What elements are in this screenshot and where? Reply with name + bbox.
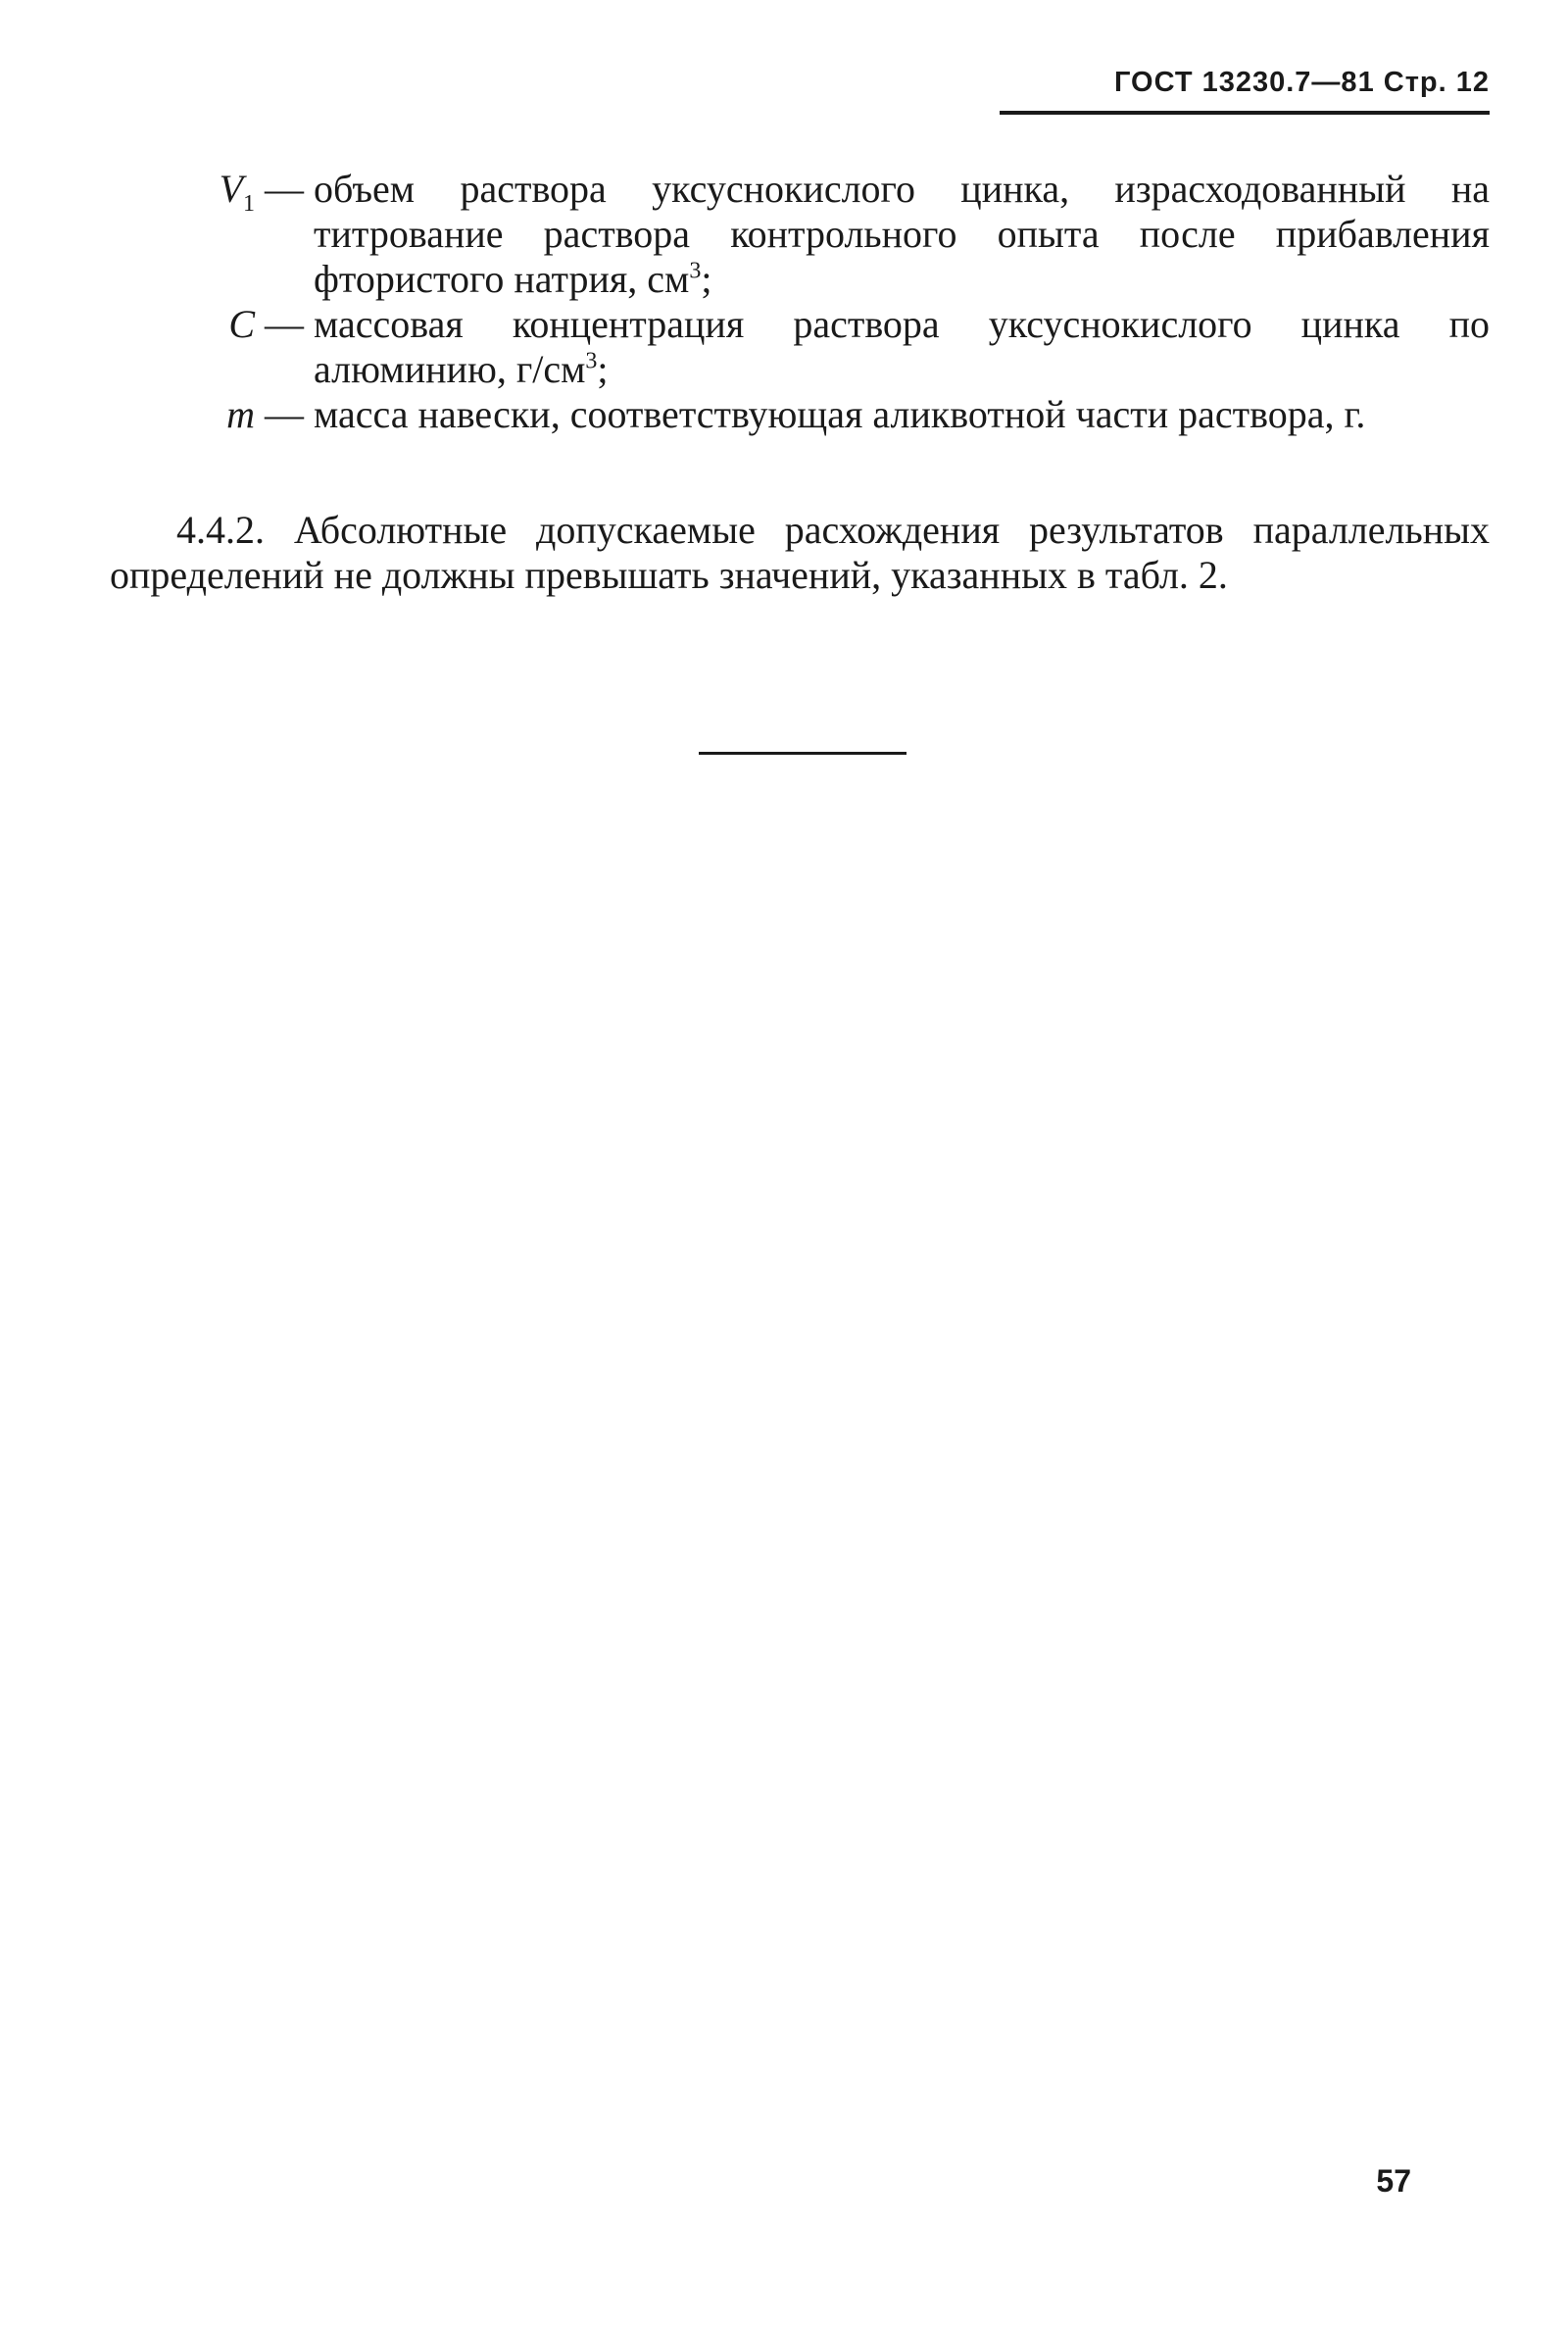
paragraph-4-4-2: 4.4.2. Абсолютные допускаемые расхождения результатов параллельных определений не должны превышать значений, указанных в табл. 2. xyxy=(110,508,1490,597)
document-id: ГОСТ 13230.7—81 xyxy=(1114,67,1375,98)
definition-text: масса навески, соответствующая аликвотной части раствора, г. xyxy=(314,392,1366,436)
definition-m xyxy=(147,392,1490,437)
definition-symbol: C xyxy=(228,302,255,346)
definition-dash: — xyxy=(265,167,304,211)
end-rule xyxy=(699,752,906,755)
definition-symbol: m xyxy=(226,392,255,436)
definition-text: объем раствора уксуснокислого цинка, израсходованный на титрование раствора контрольного опыта после прибавления фтористого натрия, $см^3$; xyxy=(314,167,1490,301)
definition-c xyxy=(147,302,1490,392)
definition-symbol: $V_1$ xyxy=(219,167,255,217)
page-number: 57 xyxy=(1376,2163,1411,2199)
page-label: Стр. 12 xyxy=(1383,67,1490,98)
running-header xyxy=(1000,67,1490,115)
definition-dash: — xyxy=(265,392,304,436)
definition-v1 xyxy=(147,167,1490,302)
definition-dash: — xyxy=(265,302,304,346)
definition-text: массовая концентрация раствора уксуснокислого цинка по алюминию, $г/см^3$; xyxy=(314,302,1490,391)
variable-definitions xyxy=(147,167,1490,437)
